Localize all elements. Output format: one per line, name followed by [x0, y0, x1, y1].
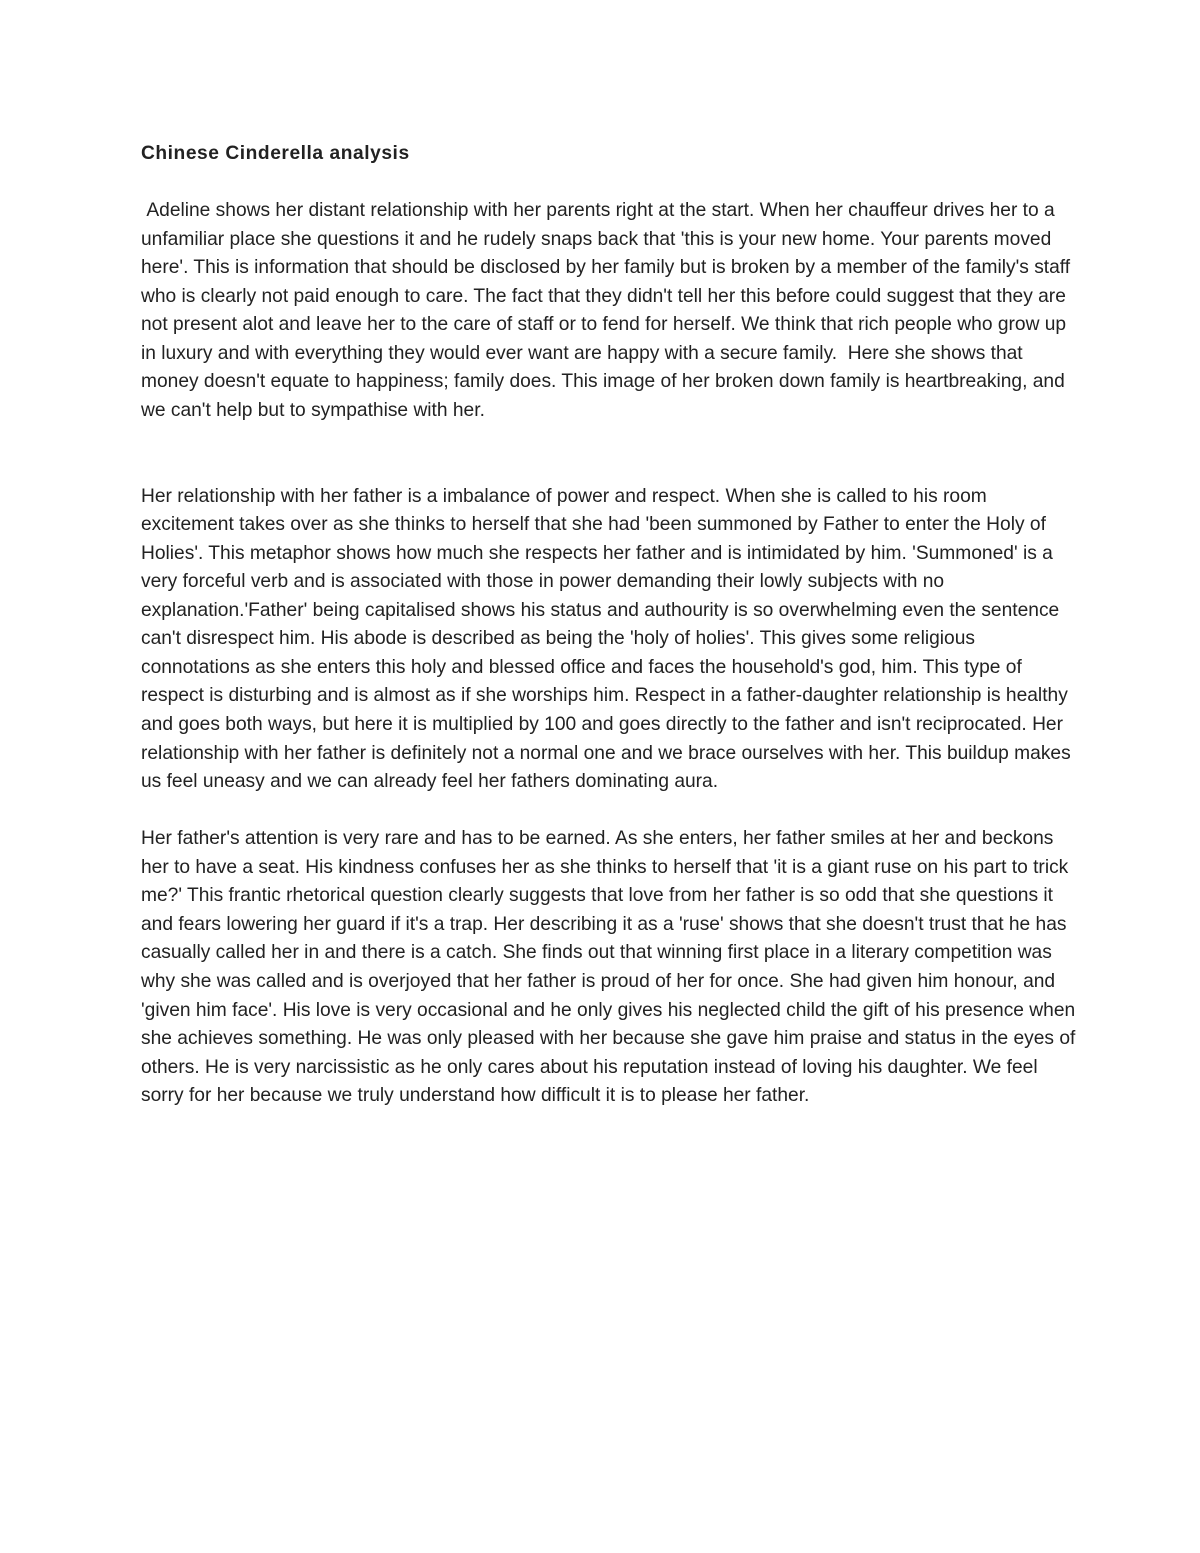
document-title: Chinese Cinderella analysis	[141, 143, 410, 164]
paragraph-father-relationship: Her relationship with her father is a imbalance of power and respect. When she is called to his room excitement takes over as she thinks to herself that she had 'been summoned by Father to enter the Holy of Holies'. This metaphor shows how much she respects her father and is intimidated by him. 'Summoned' is a very forceful verb and is associated with those in power demanding their lowly subjects with no explanation.'Father' being capitalised shows his status and authourity is so overwhelming even the sentence can't disrespect him. His abode is described as being the 'holy of holies'. This gives some religious connotations as she enters this holy and blessed office and faces the household's god, him. This type of respect is disturbing and is almost as if she worships him. Respect in a father-daughter relationship is healthy and goes both ways, but here it is multiplied by 100 and goes directly to the father and isn't reciprocated. Her relationship with her father is definitely not a normal one and we brace ourselves with her. This buildup makes us feel uneasy and we can already feel her fathers dominating aura.	[141, 485, 1077, 793]
paragraph-father-attention: Her father's attention is very rare and has to be earned. As she enters, her father smiles at her and beckons her to have a seat. His kindness confuses her as she thinks to herself that 'it is a giant ruse on his part to trick me?' This frantic rhetorical question clearly suggests that love from her father is so odd that she questions it and fears lowering her guard if it's a trap. Her describing it as a 'ruse' shows that she doesn't trust that he has casually called her in and there is a catch. She finds out that winning first place in a literary competition was why she was called and is overjoyed that her father is proud of her for once. She had given him honour, and 'given him face'. His love is very occasional and he only gives his neglected child the gift of his presence when she achieves something. He was only pleased with her because she gave him praise and status in the eyes of others. He is very narcissistic as he only cares about his reputation instead of loving his daughter. We feel sorry for her because we truly understand how difficult it is to please her father.	[141, 828, 1081, 1107]
document-body	[141, 140, 1081, 1111]
paragraph-distant-relationship: Adeline shows her distant relationship with her parents right at the start. When her chauffeur drives her to a unfamiliar place she questions it and he rudely snaps back that 'this is your new home. Your parents moved here'. This is information that should be disclosed by her family but is broken by a member of the family's staff who is clearly not paid enough to care. The fact that they didn't tell her this before could suggest that they are not present alot and leave her to the care of staff or to fend for herself. We think that rich people who grow up in luxury and with everything they would ever want are happy with a secure family. Here she shows that money doesn't equate to happiness; family does. This image of her broken down family is heartbreaking, and we can't help but to sympathise with her.	[141, 200, 1076, 422]
